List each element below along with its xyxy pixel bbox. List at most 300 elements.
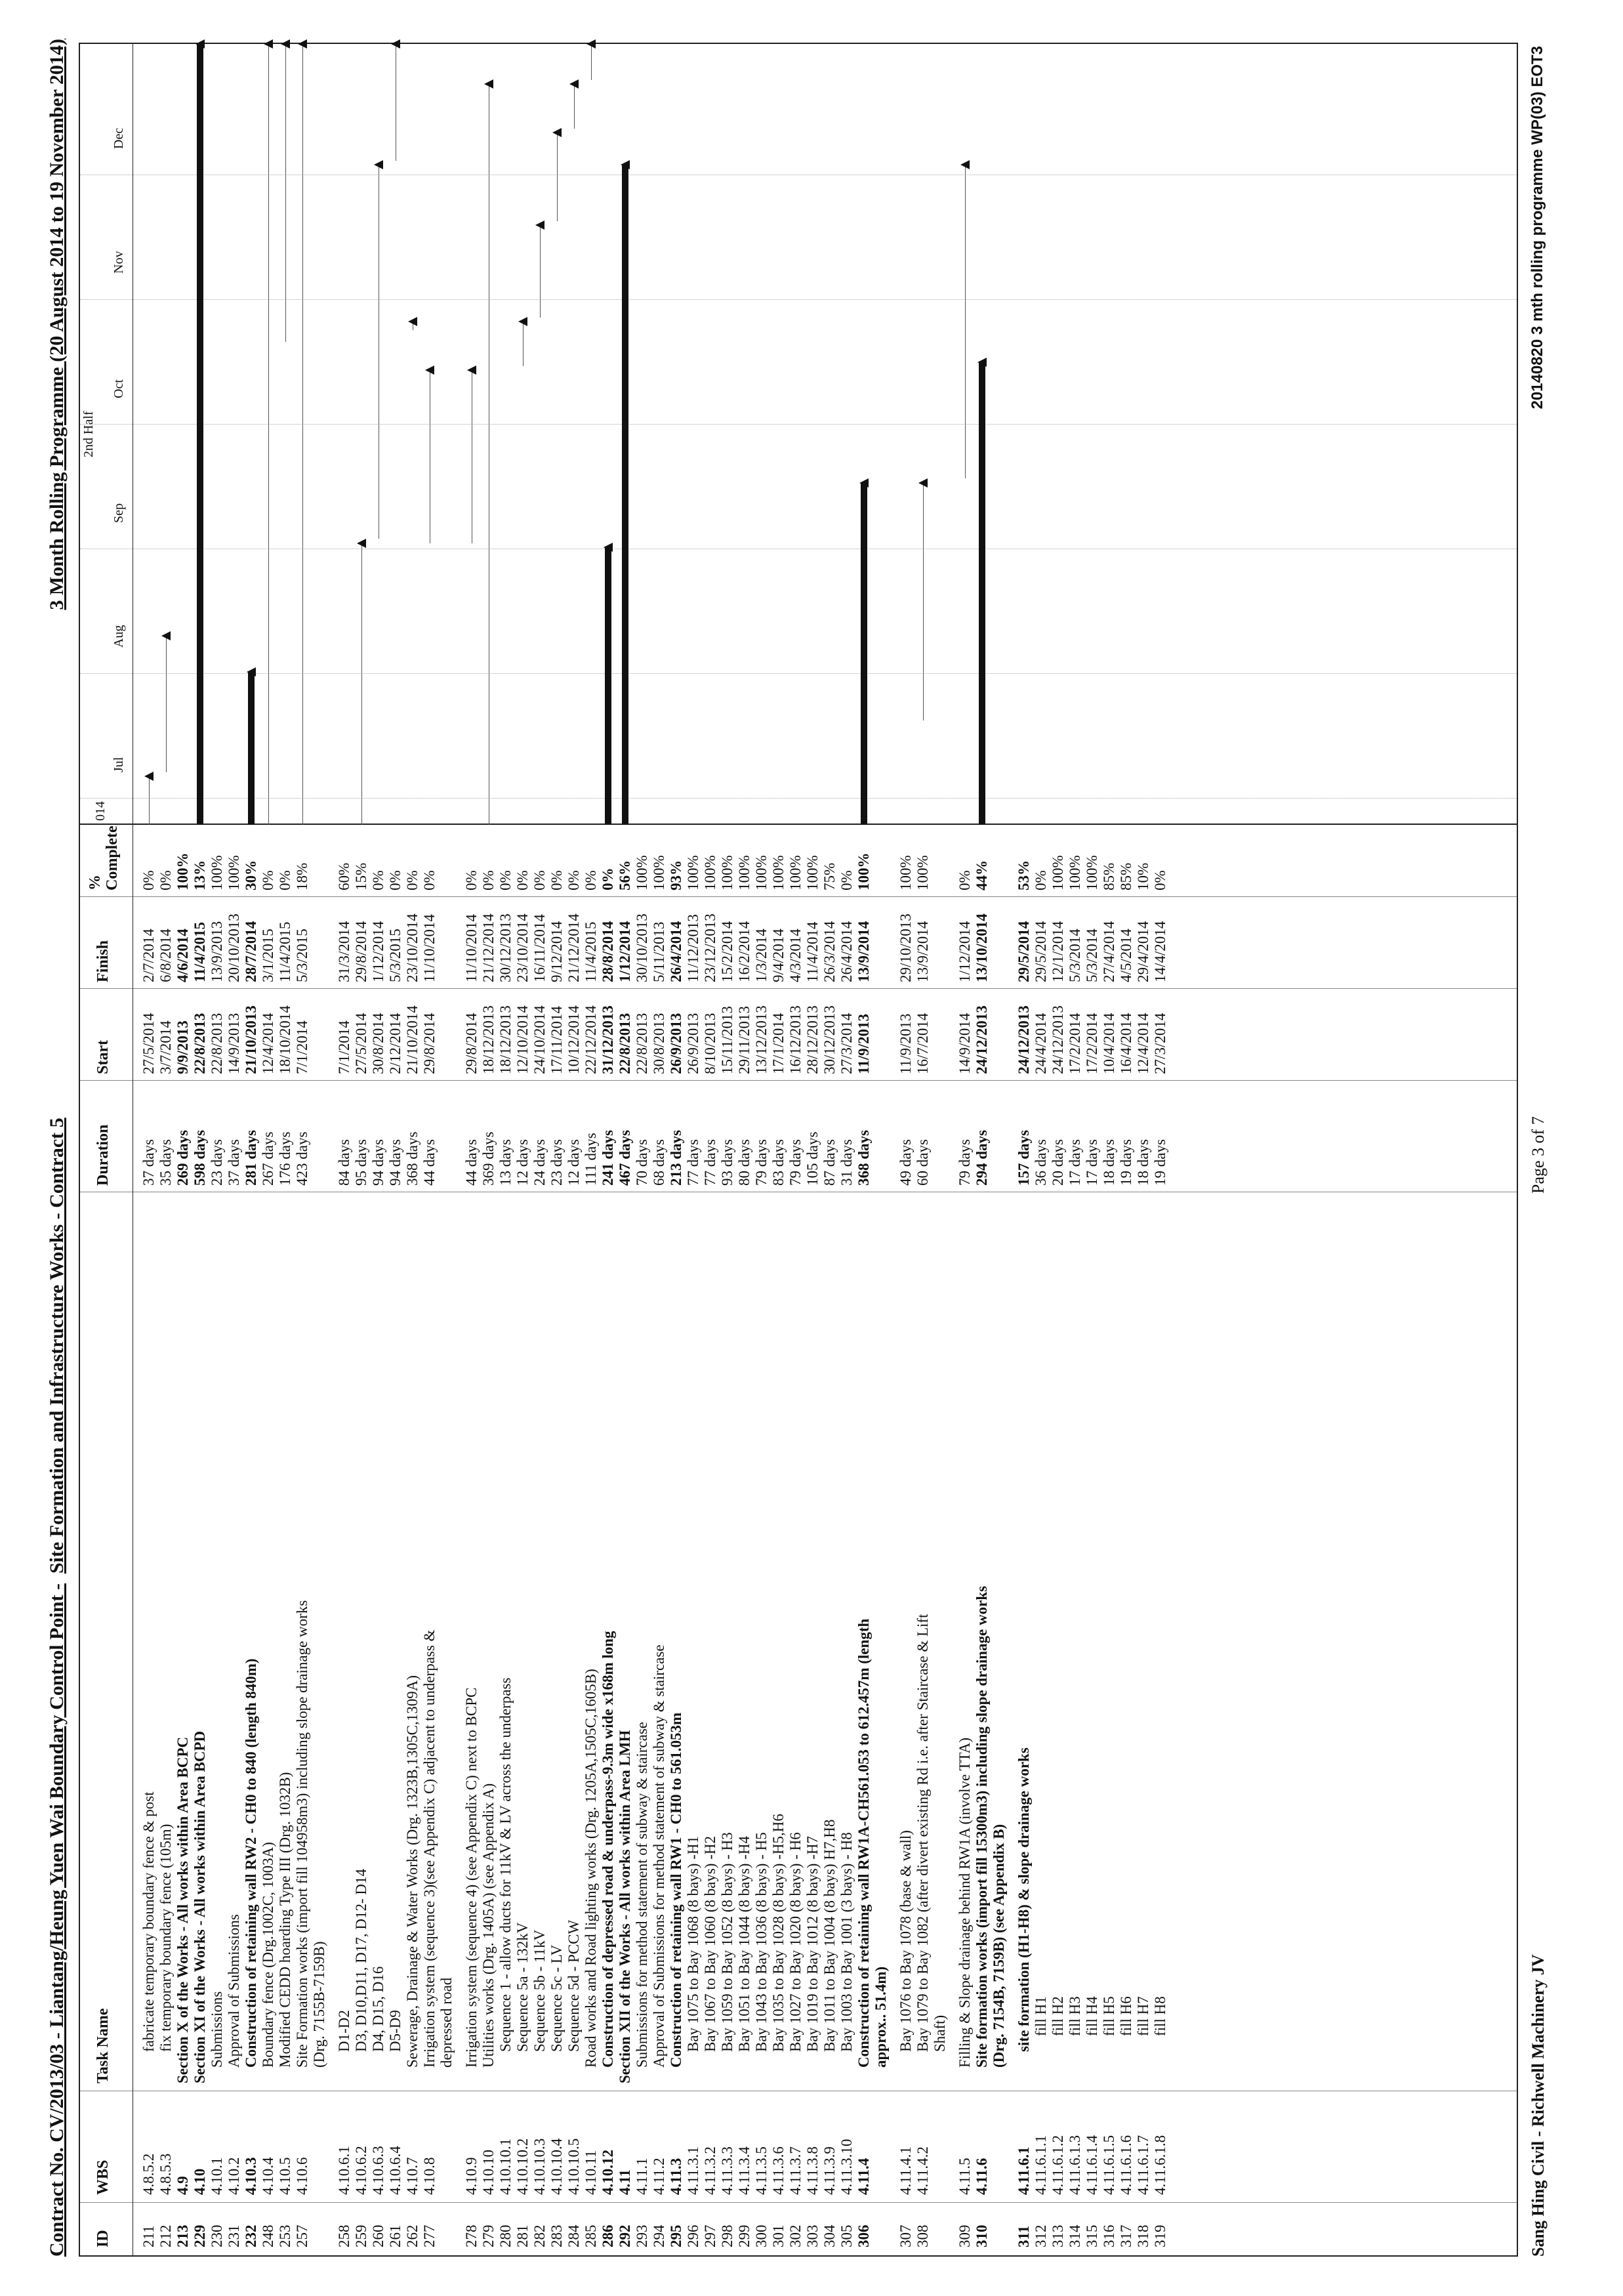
timeline-month: Nov	[112, 251, 126, 274]
cell-start: 27/5/2014	[140, 1012, 157, 1074]
cell-name-cont: (Drg. 7154B, 7159B) (see Appendix B)	[991, 1824, 1007, 2068]
cell-dur: 49 days	[897, 1139, 914, 1186]
cell-pc: 0%	[387, 870, 403, 890]
cell-pc: 0%	[404, 870, 421, 890]
task-row	[514, 825, 531, 2255]
gantt-bar	[523, 322, 524, 365]
cell-id: 283	[548, 2224, 565, 2247]
month-gridline	[80, 424, 1517, 425]
cell-pc: 13%	[192, 860, 208, 890]
cell-id: 280	[497, 2224, 514, 2247]
task-row	[370, 825, 387, 2255]
cell-name: Bay 1043 to Bay 1036 (8 bays) - H5	[753, 1832, 770, 2052]
cell-finish: 11/4/2015	[192, 921, 208, 982]
gantt-milestone	[144, 772, 154, 781]
timeline-month: Aug	[112, 625, 126, 648]
cell-id: 211	[140, 2225, 157, 2247]
gantt-bar	[302, 44, 303, 825]
cell-wbs: 4.10.10.5	[565, 2138, 582, 2195]
task-row	[421, 825, 438, 2255]
task-row-continuation	[873, 825, 890, 2255]
cell-pc: 100%	[634, 855, 650, 890]
cell-wbs: 4.11.3.4	[736, 2146, 752, 2195]
cell-finish: 31/3/2014	[336, 921, 352, 982]
task-row-continuation	[438, 825, 455, 2255]
cell-start: 10/4/2014	[1101, 1012, 1117, 1074]
timeline-month: Sep	[112, 503, 126, 523]
gantt-milestone	[281, 39, 290, 49]
cell-id: 301	[770, 2224, 787, 2247]
cell-name: Irrigation system (sequence 3)(see Appendix C) adjacent to underpass &	[421, 1629, 438, 2068]
gantt-bar	[923, 483, 924, 720]
cell-wbs: 4.11.4.2	[914, 2146, 931, 2195]
cell-wbs: 4.11.6.1.1	[1033, 2135, 1049, 2195]
cell-name: D1-D2	[336, 2010, 352, 2052]
cell-name: Boundary fence (Drg.1002C, 1003A)	[260, 1842, 276, 2068]
cell-finish: 1/12/2014	[617, 921, 633, 982]
cell-dur: 423 days	[294, 1131, 310, 1186]
cell-dur: 281 days	[243, 1130, 259, 1186]
cell-wbs: 4.11.3.5	[753, 2146, 770, 2195]
task-row	[140, 825, 157, 2255]
task-row	[855, 825, 873, 2255]
cell-dur: 79 days	[787, 1139, 804, 1186]
cell-name: Approval of Submissions	[226, 1914, 242, 2068]
cell-pc: 0%	[370, 870, 386, 890]
cell-finish: 5/3/2015	[294, 929, 310, 982]
cell-dur: 37 days	[226, 1139, 242, 1186]
cell-start: 28/12/2013	[804, 1005, 821, 1074]
cell-id: 230	[209, 2224, 225, 2247]
col-task-header: Task Name	[94, 2008, 112, 2083]
task-row	[531, 825, 548, 2255]
gantt-milestone	[425, 365, 434, 375]
cell-start: 21/10/2013	[243, 1005, 259, 1074]
cell-start: 10/12/2014	[565, 1005, 582, 1074]
cell-finish: 12/1/2014	[1050, 921, 1066, 982]
cell-finish: 27/4/2014	[1101, 921, 1117, 982]
task-row	[583, 825, 600, 2255]
cell-id: 213	[175, 2224, 191, 2247]
cell-wbs: 4.10.9	[463, 2157, 480, 2195]
cell-start: 12/10/2014	[514, 1005, 531, 1074]
cell-start: 29/8/2014	[463, 1012, 480, 1074]
gantt-milestone	[604, 543, 613, 552]
task-row	[600, 825, 617, 2255]
gantt-bar	[268, 44, 269, 825]
cell-pc: 0%	[531, 870, 548, 890]
task-row	[277, 825, 294, 2255]
cell-start: 16/4/2014	[1118, 1012, 1134, 1074]
cell-pc: 100%	[914, 855, 931, 890]
cell-dur: 79 days	[956, 1139, 973, 1186]
cell-id: 305	[838, 2224, 855, 2247]
cell-wbs: 4.11.6.1.5	[1101, 2135, 1117, 2195]
cell-name: Approval of Submissions for method statement of subway & staircase	[651, 1644, 667, 2068]
cell-start: 22/8/2013	[192, 1012, 208, 1074]
gantt-chart	[80, 44, 1517, 825]
task-row	[463, 825, 480, 2255]
cell-name: Bay 1059 to Bay 1052 (8 bays) - H3	[719, 1832, 735, 2052]
cell-finish: 16/2/2014	[736, 921, 752, 982]
cell-finish: 11/10/2014	[421, 914, 438, 982]
cell-dur: 93 days	[719, 1139, 735, 1186]
cell-wbs: 4.10.1	[209, 2157, 225, 2195]
cell-finish: 11/4/2014	[804, 921, 821, 982]
cell-finish: 11/4/2015	[277, 921, 293, 982]
task-row	[914, 825, 932, 2255]
cell-dur: 24 days	[531, 1139, 548, 1186]
task-row	[1118, 825, 1135, 2255]
cell-finish: 15/2/2014	[719, 921, 735, 982]
task-row	[787, 825, 804, 2255]
cell-name: site formation (H1-H8) & slope drainage works	[1016, 1747, 1032, 2052]
cell-id: 260	[370, 2224, 386, 2247]
gantt-milestone	[298, 39, 307, 49]
cell-finish: 5/11/2013	[651, 921, 667, 982]
task-row	[1033, 825, 1050, 2255]
cell-id: 248	[260, 2224, 276, 2247]
timeline-month: Jul	[112, 757, 126, 772]
cell-name: Construction of retaining wall RW1A-CH561.053 to 612.457m (length	[855, 1618, 872, 2068]
cell-finish: 29/5/2014	[1033, 921, 1049, 982]
task-row	[821, 825, 838, 2255]
cell-start: 30/8/2014	[370, 1012, 386, 1074]
cell-dur: 60 days	[914, 1139, 931, 1186]
cell-dur: 467 days	[617, 1130, 633, 1186]
cell-finish: 29/8/2014	[353, 921, 369, 982]
cell-name: Sewerage, Drainage & Water Works (Drg. 1323B,1305C,1309A)	[404, 1675, 421, 2068]
cell-dur: 269 days	[175, 1130, 191, 1186]
cell-dur: 369 days	[480, 1131, 497, 1186]
cell-pc: 0%	[600, 867, 616, 890]
cell-start: 18/12/2013	[497, 1005, 514, 1074]
cell-dur: 77 days	[702, 1139, 718, 1186]
cell-wbs: 4.10	[192, 2168, 208, 2195]
cell-start: 18/12/2013	[480, 1005, 497, 1074]
cell-pc: 93%	[668, 860, 684, 890]
timeline-half: 2nd Half	[81, 411, 96, 457]
cell-pc: 100%	[702, 855, 718, 890]
cell-start: 22/8/2013	[634, 1012, 650, 1074]
cell-name: Construction of depressed road & underpass-9.3m wide x168m long	[600, 1631, 616, 2068]
gantt-bar	[285, 44, 286, 342]
cell-name: fill H8	[1152, 1996, 1168, 2036]
cell-pc: 100%	[855, 852, 872, 890]
cell-dur: 12 days	[514, 1139, 531, 1186]
cell-start: 17/2/2014	[1067, 1012, 1083, 1074]
cell-id: 316	[1101, 2224, 1117, 2247]
cell-name: Bay 1051 to Bay 1044 (8 bays) -H4	[736, 1836, 752, 2052]
cell-id: 296	[685, 2224, 701, 2247]
cell-id: 259	[353, 2224, 369, 2247]
cell-start: 24/12/2013	[1050, 1005, 1066, 1074]
gantt-milestone	[161, 631, 171, 640]
cell-id: 293	[634, 2224, 650, 2247]
cell-name: Bay 1011 to Bay 1004 (8 bays) H7,H8	[821, 1819, 838, 2052]
cell-pc: 0%	[548, 870, 565, 890]
cell-start: 7/1/2014	[294, 1020, 310, 1074]
cell-id: 292	[617, 2224, 633, 2247]
cell-id: 299	[736, 2224, 752, 2247]
cell-name: Bay 1027 to Bay 1020 (8 bays) - H6	[787, 1832, 804, 2052]
cell-dur: 598 days	[192, 1130, 208, 1186]
cell-name: Bay 1019 to Bay 1012 (8 bays) -H7	[804, 1836, 821, 2052]
cell-wbs: 4.10.7	[404, 2157, 421, 2195]
cell-wbs: 4.10.10.4	[548, 2138, 565, 2195]
gantt-milestone	[569, 79, 579, 89]
cell-wbs: 4.11	[617, 2169, 633, 2195]
cell-name: Bay 1035 to Bay 1028 (8 bays) -H5,H6	[770, 1814, 787, 2052]
cell-wbs: 4.10.10.1	[497, 2138, 514, 2195]
gantt-milestone	[518, 317, 527, 326]
cell-wbs: 4.8.5.3	[157, 2153, 174, 2195]
cell-name: fabricate temporary boundary fence & post	[140, 1791, 157, 2052]
cell-dur: 87 days	[821, 1139, 838, 1186]
cell-pc: 75%	[821, 862, 838, 890]
timeline-month: Oct	[112, 379, 126, 398]
cell-name: Filling & Slope drainage behind RW1A (involve TTA)	[956, 1737, 973, 2068]
cell-dur: 44 days	[421, 1139, 438, 1186]
cell-start: 17/2/2014	[1084, 1012, 1100, 1074]
cell-pc: 60%	[336, 862, 352, 890]
cell-start: 24/4/2014	[1033, 1012, 1049, 1074]
task-row	[770, 825, 787, 2255]
cell-pc: 0%	[838, 870, 855, 890]
cell-wbs: 4.11.6.1.6	[1118, 2135, 1134, 2195]
cell-wbs: 4.11.3.9	[821, 2146, 838, 2195]
gantt-bar	[248, 672, 255, 825]
cell-dur: 19 days	[1152, 1139, 1168, 1186]
cell-id: 232	[243, 2224, 259, 2247]
gantt-milestone	[467, 365, 476, 375]
cell-wbs: 4.11.3.3	[719, 2146, 735, 2195]
cell-finish: 14/4/2014	[1152, 921, 1168, 982]
cell-dur: 94 days	[387, 1139, 403, 1186]
cell-pc: 30%	[243, 860, 259, 890]
cell-start: 22/8/2013	[209, 1012, 225, 1074]
cell-start: 11/9/2013	[855, 1013, 872, 1074]
cell-dur: 95 days	[353, 1139, 369, 1186]
cell-pc: 0%	[497, 870, 514, 890]
cell-name: D5-D9	[387, 2010, 403, 2052]
cell-pc: 10%	[1135, 862, 1151, 890]
cell-wbs: 4.10.8	[421, 2157, 438, 2195]
footer-page: Page 3 of 7	[1529, 1116, 1548, 1194]
cell-finish: 30/10/2013	[634, 913, 650, 982]
cell-start: 24/10/2014	[531, 1005, 548, 1074]
cell-start: 16/7/2014	[914, 1012, 931, 1074]
gantt-bar	[622, 165, 628, 825]
cell-id: 315	[1084, 2224, 1100, 2247]
cell-start: 17/1/2014	[770, 1012, 787, 1074]
cell-start: 9/9/2013	[175, 1020, 191, 1074]
gantt-milestone	[247, 667, 256, 677]
cell-wbs: 4.11.2	[651, 2158, 667, 2195]
cell-finish: 13/9/2014	[855, 921, 872, 982]
cell-id: 281	[514, 2224, 531, 2247]
cell-pc: 85%	[1101, 862, 1117, 890]
month-gridline	[80, 798, 1517, 799]
cell-pc: 100%	[175, 852, 191, 890]
cell-finish: 23/12/2013	[702, 913, 718, 982]
cell-pc: 100%	[753, 855, 770, 890]
cell-name: Section XI of the Works - All works within Area BCPD	[192, 1730, 208, 2083]
cell-id: 231	[226, 2224, 242, 2247]
cell-name: D4, D15, D16	[370, 1966, 386, 2052]
cell-start: 21/10/2014	[404, 1005, 421, 1074]
cell-name: Bay 1003 to Bay 1001 (3 bays) - H8	[838, 1832, 855, 2052]
gantt-milestone	[264, 39, 273, 49]
cell-id: 278	[463, 2224, 480, 2247]
cell-dur: 241 days	[600, 1130, 616, 1186]
cell-finish: 13/9/2013	[209, 921, 225, 982]
cell-id: 313	[1050, 2224, 1066, 2247]
task-row	[294, 825, 311, 2255]
cell-name: Modified CEDD hoarding Type III (Drg. 1032B)	[277, 1772, 293, 2068]
cell-dur: 19 days	[1118, 1139, 1134, 1186]
task-row-continuation	[311, 825, 328, 2255]
cell-pc: 100%	[651, 855, 667, 890]
cell-start: 15/11/2013	[719, 1006, 735, 1074]
task-row-continuation	[932, 825, 949, 2255]
cell-pc: 100%	[804, 855, 821, 890]
cell-name: Bay 1067 to Bay 1060 (8 bays) -H2	[702, 1836, 718, 2052]
cell-dur: 83 days	[770, 1139, 787, 1186]
cell-start: 30/8/2013	[651, 1012, 667, 1074]
cell-id: 257	[294, 2224, 310, 2247]
cell-wbs: 4.11.1	[634, 2158, 650, 2195]
cell-dur: 35 days	[157, 1139, 174, 1186]
task-row	[209, 825, 226, 2255]
gantt-milestone	[484, 79, 493, 89]
cell-finish: 1/12/2014	[370, 921, 386, 982]
cell-name: Road works and Road lighting works (Drg. 1205A,1505C,1605B)	[583, 1669, 599, 2068]
cell-dur: 17 days	[1084, 1139, 1100, 1186]
task-row	[651, 825, 668, 2255]
col-complete-header: % Complete	[87, 825, 121, 890]
cell-wbs: 4.10.5	[277, 2157, 293, 2195]
cell-pc: 0%	[956, 870, 973, 890]
cell-name: Sequence 1 - allow ducts for 11kV & LV across the underpass	[497, 1677, 514, 2052]
cell-wbs: 4.11.4	[855, 2158, 872, 2195]
cell-id: 306	[855, 2224, 872, 2247]
cell-name: Sequence 5d - PCCW	[565, 1919, 582, 2052]
cell-wbs: 4.11.6.1.2	[1050, 2135, 1066, 2195]
cell-finish: 16/11/2014	[531, 914, 548, 982]
task-row	[897, 825, 914, 2255]
footer-company: Sang Hing Civil - Richwell Machinery JV	[1529, 1954, 1548, 2257]
cell-dur: 12 days	[565, 1139, 582, 1186]
cell-start: 22/8/2013	[617, 1012, 633, 1074]
task-row	[956, 825, 974, 2255]
cell-dur: 267 days	[260, 1131, 276, 1186]
cell-wbs: 4.11.6.1.4	[1084, 2135, 1100, 2195]
cell-finish: 9/4/2014	[770, 929, 787, 982]
cell-id: 285	[583, 2224, 599, 2247]
cell-start: 27/3/2014	[1152, 1012, 1168, 1074]
cell-id: 314	[1067, 2224, 1083, 2247]
cell-start: 13/12/2013	[753, 1005, 770, 1074]
cell-id: 302	[787, 2224, 804, 2247]
cell-start: 27/3/2014	[838, 1012, 855, 1074]
cell-wbs: 4.9	[175, 2176, 191, 2195]
gantt-bar	[861, 483, 867, 825]
cell-dur: 68 days	[651, 1139, 667, 1186]
task-row	[753, 825, 770, 2255]
cell-start: 30/12/2013	[821, 1005, 838, 1074]
cell-dur: 31 days	[838, 1139, 855, 1186]
cell-wbs: 4.10.6.4	[387, 2146, 403, 2195]
programme-title: 3 Month Rolling Programme (20 August 2014 to 19 November 2014)	[46, 39, 68, 610]
cell-dur: 105 days	[804, 1131, 821, 1186]
cell-wbs: 4.10.10.2	[514, 2138, 531, 2195]
cell-pc: 100%	[897, 855, 914, 890]
cell-finish: 11/10/2014	[463, 914, 480, 982]
cell-id: 253	[277, 2224, 293, 2247]
gantt-bar	[197, 44, 203, 825]
cell-dur: 157 days	[1016, 1130, 1032, 1186]
cell-wbs: 4.11.6.1.7	[1135, 2135, 1151, 2195]
task-row	[175, 825, 192, 2255]
gantt-milestone	[960, 160, 970, 169]
cell-id: 261	[387, 2224, 403, 2247]
gantt-bar	[605, 547, 611, 825]
cell-name-cont: (Drg. 7155B-7159B)	[311, 1941, 327, 2068]
cell-dur: 36 days	[1033, 1139, 1049, 1186]
cell-finish: 28/8/2014	[600, 921, 616, 982]
task-row	[702, 825, 719, 2255]
cell-dur: 84 days	[336, 1139, 352, 1186]
task-row	[192, 825, 209, 2255]
gantt-milestone	[374, 160, 383, 169]
gantt-bar	[149, 776, 150, 825]
cell-name: Section X of the Works - All works within Area BCPC	[175, 1736, 191, 2083]
cell-wbs: 4.11.6	[974, 2158, 990, 2195]
cell-dur: 213 days	[668, 1130, 684, 1186]
cell-start: 18/10/2014	[277, 1005, 293, 1074]
cell-pc: 0%	[140, 870, 157, 890]
task-row	[1101, 825, 1118, 2255]
cell-pc: 15%	[353, 862, 369, 890]
cell-pc: 100%	[736, 855, 752, 890]
cell-pc: 56%	[617, 860, 633, 890]
cell-id: 258	[336, 2224, 352, 2247]
cell-id: 309	[956, 2224, 973, 2247]
cell-dur: 111 days	[583, 1133, 599, 1186]
task-row	[336, 825, 353, 2255]
cell-dur: 37 days	[140, 1139, 157, 1186]
cell-pc: 100%	[719, 855, 735, 890]
task-row	[736, 825, 753, 2255]
gantt-milestone	[408, 317, 417, 326]
cell-name-cont: depressed road	[438, 1977, 455, 2068]
cell-start: 14/9/2013	[226, 1012, 242, 1074]
cell-id: 277	[421, 2224, 438, 2247]
gantt-bar	[591, 44, 592, 80]
task-row	[1050, 825, 1067, 2255]
cell-start: 11/9/2013	[897, 1013, 914, 1074]
timeline-year: 014	[93, 801, 108, 821]
gantt-bar	[979, 362, 985, 825]
cell-dur: 13 days	[497, 1139, 514, 1186]
cell-wbs: 4.10.10	[480, 2150, 497, 2195]
cell-id: 212	[157, 2224, 174, 2247]
gantt-bar	[166, 636, 167, 773]
cell-finish: 21/12/2014	[480, 913, 497, 982]
cell-dur: 18 days	[1135, 1139, 1151, 1186]
task-row	[668, 825, 685, 2255]
